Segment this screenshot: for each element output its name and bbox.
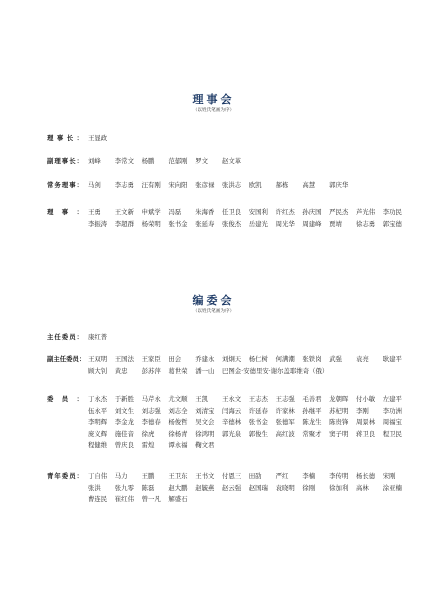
member-name: 王凯 — [195, 395, 208, 403]
member-name: 张九零 — [114, 483, 134, 492]
member-name: 任卫良 — [221, 208, 242, 216]
member-name: 李功民 — [382, 208, 402, 216]
role-label: 理事： — [47, 208, 83, 216]
member-name: 彭苏萍 — [141, 366, 161, 375]
member-name: 芦光伟 — [355, 208, 376, 216]
role-label: 青年委员： — [47, 472, 83, 480]
member-name: 袁晓明 — [275, 483, 295, 492]
member-name: 张洪 — [88, 483, 101, 492]
member-name: 袁亮 — [355, 355, 369, 363]
member-name: 高林 — [355, 483, 369, 492]
member-name: 李金龙 — [114, 418, 134, 427]
member-name: 赵国瑞 — [248, 483, 268, 492]
member-name: 耿建平 — [382, 355, 402, 363]
member-name: 孙继平 — [302, 406, 322, 415]
member-name: 曾庆良 — [114, 441, 134, 450]
member-name: 苏杞明 — [329, 406, 349, 415]
member-name: 李超群 — [114, 219, 134, 228]
member-name: 陈贵锋 — [329, 418, 349, 427]
member-name: 庞义辉 — [88, 429, 108, 438]
member-name: 张德军 — [275, 418, 295, 427]
member-name: 常聚才 — [302, 429, 322, 438]
member-name: 刘志全 — [168, 406, 188, 415]
member-name: 王永文 — [221, 395, 242, 403]
member-name: 王显政 — [88, 134, 108, 142]
member-name: 徐虎 — [141, 429, 155, 438]
member-name: 周福宝 — [382, 418, 402, 427]
member-name: 付恩三 — [221, 472, 242, 480]
member-name: 刘志强 — [141, 406, 161, 415]
member-name: 王双明 — [88, 355, 108, 363]
member-name: 杨鹏 — [141, 157, 155, 165]
member-names — [88, 332, 410, 344]
member-name: 王勇 — [88, 208, 101, 216]
member-name: 武强 — [329, 355, 342, 363]
member-name: 窦子明 — [329, 429, 349, 438]
member-name: 许红杰 — [275, 208, 295, 216]
member-name: 杨俊哲 — [168, 418, 188, 427]
member-name: 李楠 — [302, 472, 316, 480]
member-name: 李常文 — [114, 157, 134, 165]
member-name: 赵毓燕 — [195, 483, 215, 492]
member-name: 马芹永 — [141, 395, 161, 403]
member-name: 张铁岗 — [302, 355, 322, 363]
member-name: 巴图金·安德里安·谢尔盖耶维奇（俄） — [221, 366, 329, 375]
member-name: 程卫民 — [382, 429, 402, 438]
member-name: 徐志勇 — [355, 219, 376, 228]
member-name: 赵云强 — [221, 483, 242, 492]
member-names — [88, 207, 410, 230]
member-name: 乔建永 — [195, 355, 215, 363]
member-name: 郭宝德 — [382, 219, 402, 228]
member-name: 冯磊 — [168, 208, 182, 216]
member-name: 王家臣 — [141, 355, 161, 363]
member-name: 岳建光 — [248, 219, 268, 228]
council-order-note: （以姓氏笔画为序） — [192, 108, 235, 113]
member-name: 杨荣明 — [141, 219, 161, 228]
member-name: 李传明 — [329, 472, 349, 480]
member-names — [88, 354, 410, 377]
member-name: 张书金 — [248, 418, 268, 427]
member-name: 赵文革 — [221, 157, 242, 165]
member-name: 程健维 — [88, 441, 108, 450]
member-name: 马力 — [114, 472, 128, 480]
member-name: 涂亚楠 — [382, 483, 402, 492]
member-name: 孙庆国 — [302, 208, 322, 216]
member-name: 高慧 — [302, 181, 316, 189]
member-name: 严民杰 — [329, 208, 349, 216]
member-name: 马剑 — [88, 181, 101, 189]
member-name: 张彦禄 — [195, 181, 215, 189]
member-name: 申斌学 — [141, 208, 161, 216]
member-name: 解盛石 — [168, 495, 188, 504]
member-name: 丁自伟 — [88, 472, 108, 480]
member-name: 潘一山 — [195, 366, 215, 375]
member-name: 郝栋 — [275, 181, 289, 189]
member-name: 龙朝晖 — [329, 395, 349, 403]
role-label: 副理事长： — [47, 157, 83, 165]
member-name: 蒋卫良 — [355, 429, 376, 438]
member-name: 王鹏 — [141, 472, 155, 480]
member-name: 宋刚 — [382, 472, 396, 480]
member-name: 丁永杰 — [88, 395, 108, 403]
member-name: 刘峰 — [88, 157, 101, 165]
member-name: 田会 — [168, 355, 182, 363]
member-name: 伍永平 — [88, 406, 108, 415]
member-name: 郭庆华 — [329, 181, 349, 189]
member-name: 吴文会 — [195, 418, 215, 427]
member-name: 杨仁树 — [248, 355, 268, 363]
member-name: 闫海云 — [221, 406, 242, 415]
member-name: 张延寿 — [195, 219, 215, 228]
member-name: 刘炯天 — [221, 355, 242, 363]
member-name: 李刚 — [355, 406, 369, 415]
member-name: 于新胜 — [114, 395, 134, 403]
member-name: 周建峰 — [302, 219, 322, 228]
role-label: 委员： — [47, 395, 83, 403]
member-name: 张俊杰 — [221, 219, 242, 228]
editorial-board-order-note: （以姓氏笔画为序） — [192, 309, 235, 314]
member-name: 李德春 — [141, 418, 161, 427]
member-name: 许延春 — [248, 406, 268, 415]
role-label: 理事长： — [47, 134, 83, 142]
member-names — [88, 394, 410, 452]
member-name: 杨长德 — [355, 472, 376, 480]
member-name: 王国法 — [114, 355, 134, 363]
member-names — [88, 471, 410, 506]
member-name: 欧凯 — [248, 181, 262, 189]
member-name: 雷煌 — [141, 441, 155, 450]
member-name: 徐鸿明 — [195, 429, 215, 438]
member-name: 许家林 — [275, 406, 295, 415]
member-name: 刘清宝 — [195, 406, 215, 415]
member-name: 何满潮 — [275, 355, 295, 363]
member-name: 王卫东 — [168, 472, 188, 480]
member-name: 朱海香 — [195, 208, 215, 216]
member-name: 尤文顺 — [168, 395, 188, 403]
member-name: 李功洲 — [382, 406, 402, 415]
member-name: 严红 — [275, 472, 289, 480]
member-name: 徐刚 — [302, 483, 316, 492]
member-name: 安国利 — [248, 208, 268, 216]
council-title: 理事会 — [192, 93, 235, 106]
member-name: 高红波 — [275, 429, 295, 438]
role-label: 常务理事： — [47, 181, 83, 189]
member-name: 顾大钊 — [88, 366, 108, 375]
role-label: 副主任委员： — [47, 355, 86, 363]
member-name: 张洪志 — [221, 181, 242, 189]
member-name: 贾靖 — [329, 219, 342, 228]
member-name: 毛善君 — [302, 395, 322, 403]
member-name: 郭光泉 — [221, 429, 242, 438]
member-name: 徐杨青 — [168, 429, 188, 438]
member-names — [88, 156, 410, 168]
member-name: 田劭 — [248, 472, 262, 480]
member-name: 陈磊 — [141, 483, 155, 492]
member-name: 施佳音 — [114, 429, 134, 438]
member-name: 刘文生 — [114, 406, 134, 415]
member-name: 范郁刚 — [168, 157, 188, 165]
member-name: 徐加利 — [329, 483, 349, 492]
member-name: 李志勇 — [114, 181, 134, 189]
member-name: 李明辉 — [88, 418, 108, 427]
member-name: 周景林 — [355, 418, 376, 427]
member-name: 鞠文君 — [195, 441, 215, 450]
member-name: 曹连民 — [88, 495, 108, 504]
member-name: 付小敏 — [355, 395, 376, 403]
member-name: 李振涛 — [88, 219, 108, 228]
member-name: 康红普 — [88, 333, 108, 341]
member-name: 崔红伟 — [114, 495, 134, 504]
editorial-board-title: 编委会 — [192, 294, 235, 307]
role-label: 主任委员： — [47, 333, 83, 341]
member-name: 王书文 — [195, 472, 215, 480]
member-name: 陈龙生 — [302, 418, 322, 427]
member-name: 罗文 — [195, 157, 208, 165]
member-name: 左建平 — [382, 395, 402, 403]
member-name: 郭俊生 — [248, 429, 268, 438]
member-name: 王志杰 — [248, 395, 268, 403]
member-name: 周光华 — [275, 219, 295, 228]
member-name: 黄忠 — [114, 366, 128, 375]
member-name: 曾一凡 — [141, 495, 161, 504]
member-name: 张书金 — [168, 219, 188, 228]
member-name: 葛世荣 — [168, 366, 188, 375]
member-name: 谭永福 — [168, 441, 188, 450]
member-names — [88, 180, 410, 192]
member-name: 王文新 — [114, 208, 134, 216]
member-name: 宋向阳 — [168, 181, 188, 189]
member-name: 赵大鹏 — [168, 483, 188, 492]
member-names — [88, 133, 410, 145]
member-name: 辛德林 — [221, 418, 242, 427]
member-name: 王志强 — [275, 395, 295, 403]
member-name: 汪有刚 — [141, 181, 161, 189]
